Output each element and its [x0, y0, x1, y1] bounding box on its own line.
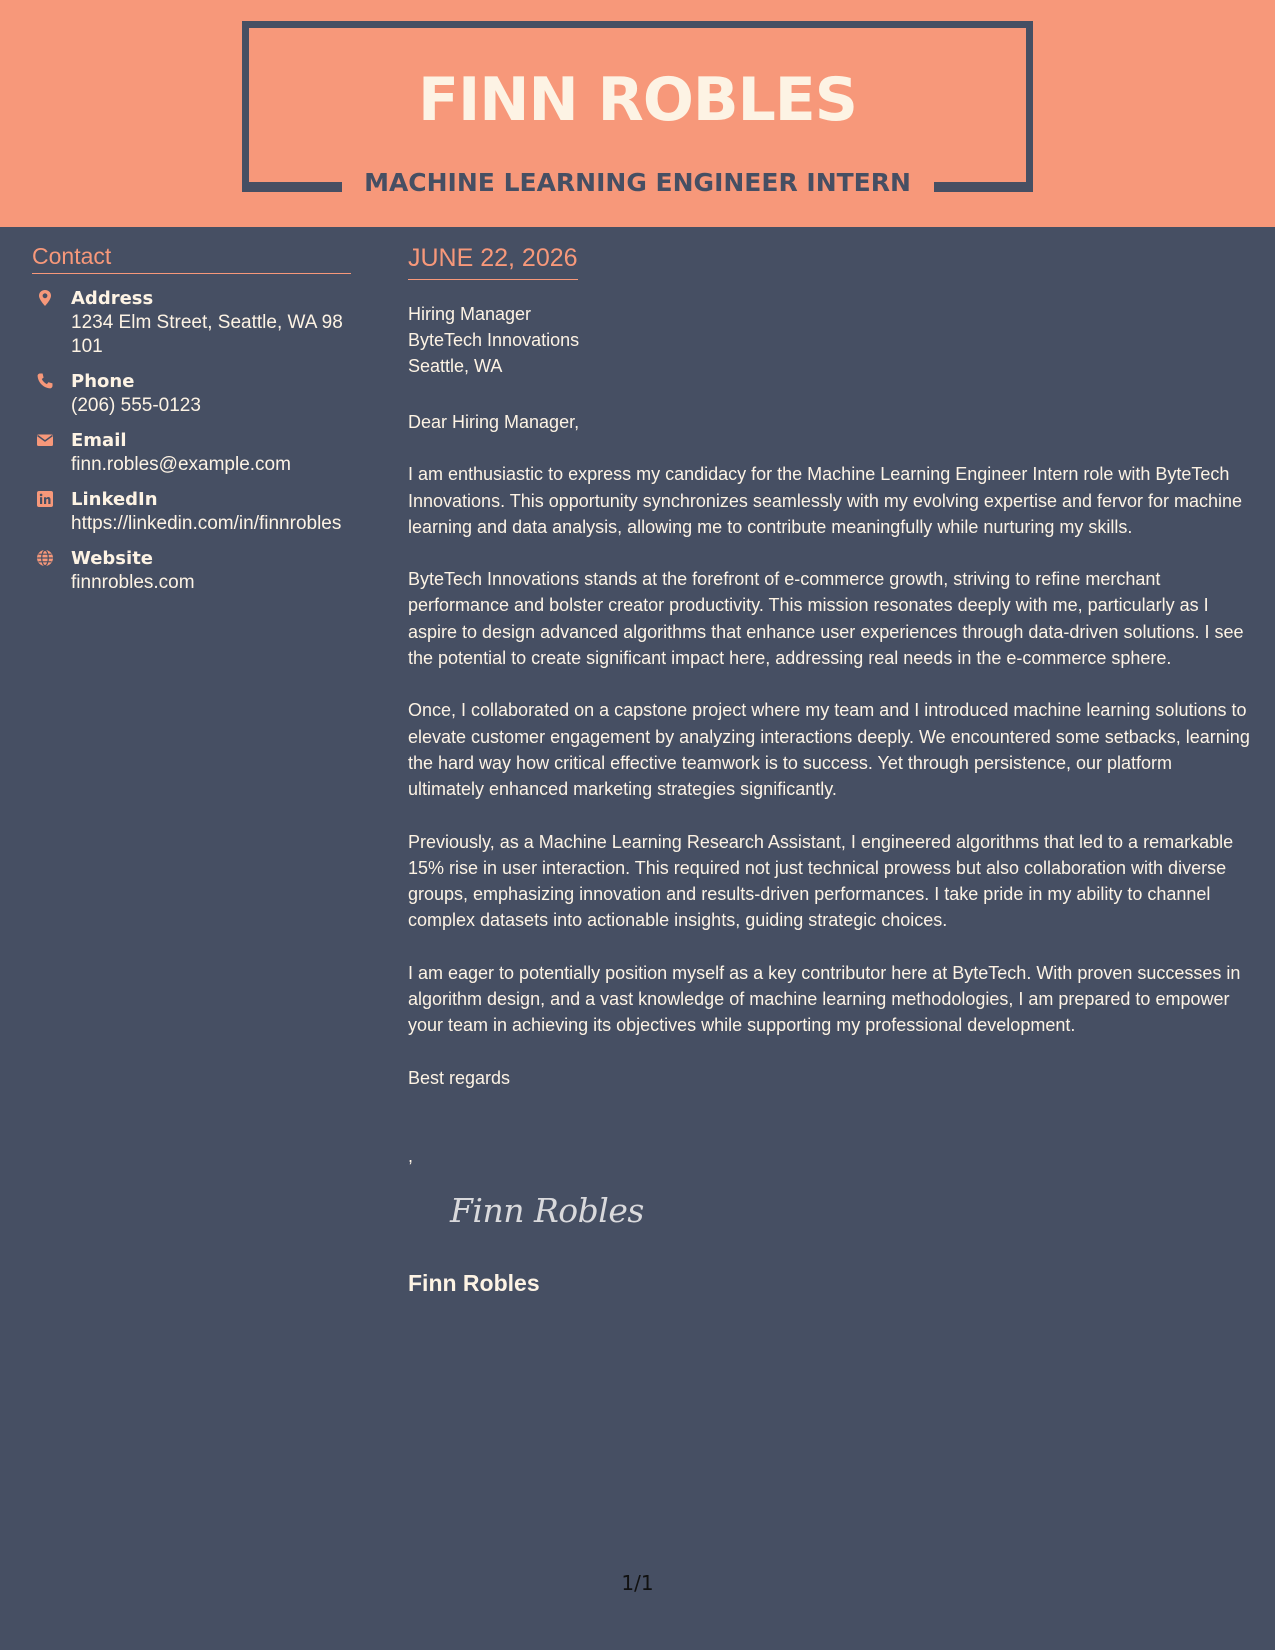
contact-item-website: [32, 546, 351, 595]
salutation: Dear Hiring Manager,: [408, 412, 580, 432]
envelope-icon: [36, 431, 54, 449]
page-number: 1/1: [621, 1571, 654, 1595]
recipient-block: [408, 301, 1250, 379]
job-title: MACHINE LEARNING ENGINEER INTERN: [364, 168, 911, 197]
letter-body: [408, 241, 1250, 1298]
contact-sidebar: [32, 241, 351, 605]
closing-comma: ,: [408, 1145, 414, 1166]
date-block: [408, 241, 578, 280]
body-paragraph: Previously, as a Machine Learning Research Assistant, I engineered algorithms that led to a remarkable 15% rise in user interaction. This required not just technical prowess but also collaboration with diverse groups, emphasizing innovation and results-driven performances. I take pride in my ability to channel complex datasets into actionable insights, guiding strategic choices.: [408, 831, 1234, 931]
body-paragraph: I am enthusiastic to express my candidacy for the Machine Learning Engineer Intern role with ByteTech Innovations. This opportunity synchronizes seamlessly with my evolving expertise and fervor for machine learning and data analysis, allowing me to contribute meaningfully while nurturing my skills.: [408, 464, 1243, 537]
recipient-line: Seattle, WA: [408, 356, 503, 376]
contact-item-address: [32, 286, 351, 359]
contact-value: finn.robles@example.com: [71, 454, 291, 475]
map-pin-icon: [36, 289, 54, 307]
recipient-line: Hiring Manager: [408, 304, 532, 324]
letter-date: JUNE 22, 2026: [408, 244, 578, 272]
contact-item-linkedin: [32, 487, 351, 536]
header-banner: [0, 0, 1275, 227]
contact-value: (206) 555-0123: [71, 395, 201, 416]
handwritten-signature: Finn Robles: [450, 1190, 644, 1230]
contact-label: LinkedIn: [71, 489, 158, 510]
linkedin-icon: [36, 490, 54, 508]
contact-link[interactable]: https://linkedin.com/in/finnrobles: [71, 513, 342, 534]
phone-icon: [36, 372, 54, 390]
contact-item-email: [32, 428, 351, 477]
contact-label: Phone: [71, 371, 135, 392]
globe-icon: [36, 549, 54, 567]
recipient-line: ByteTech Innovations: [408, 330, 580, 350]
applicant-name: FINN ROBLES: [418, 65, 857, 135]
contact-label: Email: [71, 430, 127, 451]
body-paragraph: ByteTech Innovations stands at the forefront of e-commerce growth, striving to refine merchant performance and bolster creator productivity. This mission resonates deeply with me, particularly as I aspire to design advanced algorithms that enhance user experiences through data-driven solutions. I see the potential to create significant impact here, addressing real needs in the e-commerce sphere.: [408, 569, 1244, 669]
contact-label: Address: [71, 288, 154, 309]
contact-heading: Contact: [32, 241, 351, 274]
contact-value: 1234 Elm Street, Seattle, WA 98101: [71, 312, 343, 357]
contact-link[interactable]: finnrobles.com: [71, 572, 195, 593]
contact-label: Website: [71, 548, 154, 569]
body-paragraph: I am eager to potentially position myself as a key contributor here at ByteTech. With proven successes in algorithm design, and a vast knowledge of machine learning methodologies, I am prepared to empower your team in achieving its objectives while supporting my professional development.: [408, 962, 1241, 1036]
body-paragraph: Once, I collaborated on a capstone project where my team and I introduced machine learning solutions to elevate customer engagement by analyzing interactions deeply. We encountered some setbacks, learning the hard way how critical effective teamwork is to success. Yet through persistence, our platform ultimately enhanced marketing strategies significantly.: [408, 700, 1250, 800]
closing: Best regards: [408, 1067, 511, 1088]
contact-item-phone: [32, 369, 351, 418]
signoff-name: Finn Robles: [408, 1269, 540, 1296]
